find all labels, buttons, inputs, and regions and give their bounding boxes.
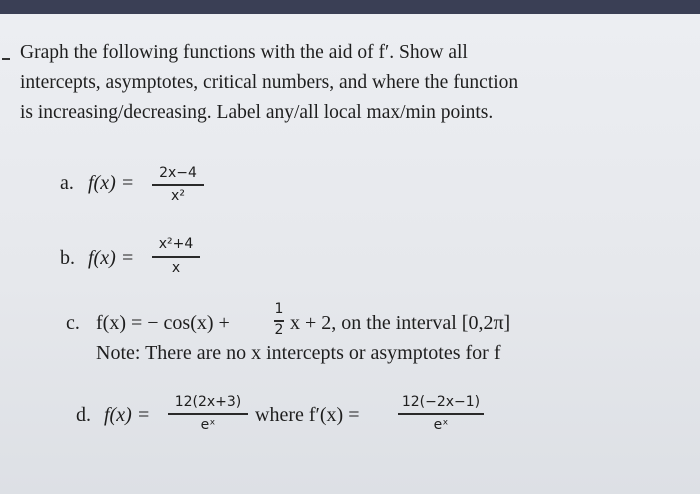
item-c-label: c. [66, 312, 80, 334]
item-d-denominator: eˣ [200, 417, 216, 433]
item-a-label: a. [60, 172, 74, 194]
item-d-derivative-denominator: eˣ [433, 417, 449, 433]
item-c-lhs: f(x) = − cos(x) + [96, 312, 230, 334]
item-c-half-numerator: 1 [274, 301, 284, 317]
instructions-line-1: Graph the following functions with the aid of f′. Show all [20, 42, 468, 63]
instructions-line-2: intercepts, asymptotes, critical numbers, and where the function [20, 72, 519, 93]
item-b-fraction-bar [152, 256, 200, 258]
item-a-lhs: f(x) = [88, 172, 135, 194]
item-d-lhs: f(x) = [104, 404, 151, 426]
item-b-denominator: x [171, 260, 181, 276]
item-b-label: b. [60, 247, 75, 269]
item-d-label: d. [76, 404, 91, 426]
item-d-derivative-fraction-bar [398, 413, 484, 415]
item-b-lhs: f(x) = [88, 247, 135, 269]
item-c-note: Note: There are no x intercepts or asymptotes for f [96, 342, 501, 364]
instructions-paragraph [20, 38, 690, 128]
item-a-fraction-bar [152, 184, 204, 186]
item-d-fraction-bar [168, 413, 248, 415]
item-c-half-denominator: 2 [274, 322, 284, 338]
item-a-denominator: x² [171, 188, 185, 204]
item-b-numerator: x²+4 [158, 236, 194, 252]
item-a-numerator: 2x−4 [159, 165, 197, 181]
item-d-where-text: where f′(x) = [255, 404, 360, 426]
instructions-line-3: is increasing/decreasing. Label any/all local max/min points. [20, 102, 494, 123]
item-c-rest: x + 2, on the interval [0,2π] [290, 312, 511, 334]
bullet-marker [2, 58, 10, 60]
item-d-derivative-numerator: 12(−2x−1) [401, 394, 481, 410]
item-d-numerator: 12(2x+3) [174, 394, 242, 410]
